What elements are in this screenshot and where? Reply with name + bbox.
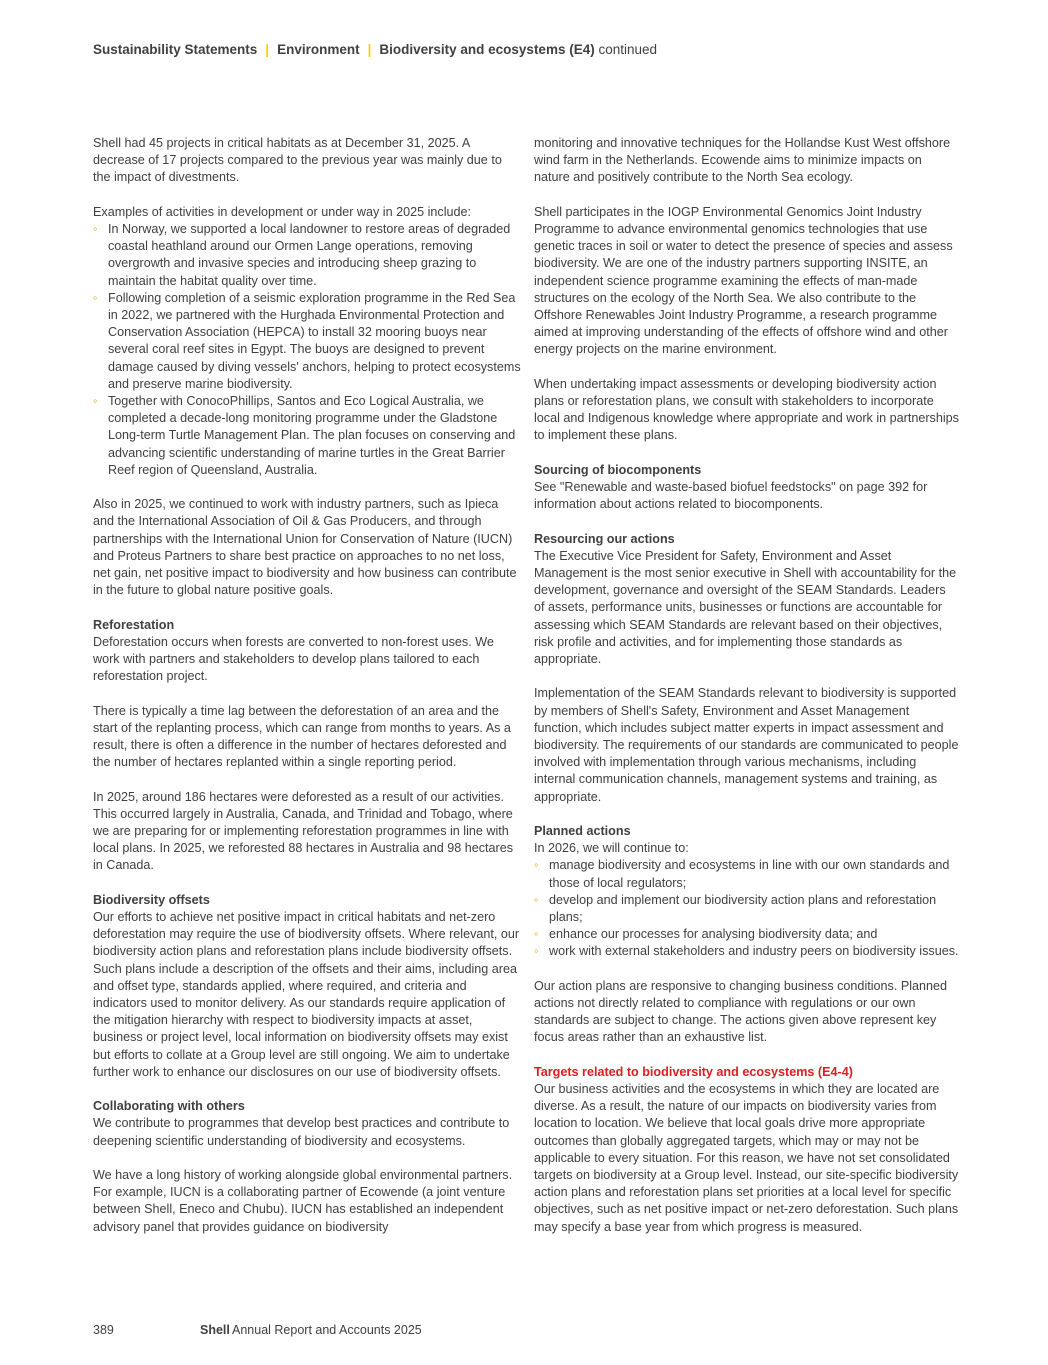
paragraph: In 2026, we will continue to: <box>534 841 689 856</box>
paragraph: Also in 2025, we continued to work with industry partners, such as Ipieca and the International Association of Oil & Gas Producers, and through partnerships with the International Union for Conservation of Nature (IUCN) and Proteus Partners to share best practice on approaches to no net loss, net gain, net positive impact to biodiversity and how business can contribute in the future to global nature positive goals. <box>93 497 517 598</box>
paragraph: Our action plans are responsive to changing business conditions. Planned actions not directly related to compliance with regulations or our own standards are subject to change. The actions given above represent key focus areas rather than an exhaustive list. <box>534 978 948 1045</box>
paragraph: See "Renewable and waste-based biofuel feedstocks" on page 392 for information about actions related to biocomponents. <box>534 480 928 512</box>
paragraph: In 2025, around 186 hectares were deforested as a result of our activities. This occurred largely in Australia, Canada, and Trinidad and Tobago, where we are preparing for or implementing reforestation programmes in line with local plans. In 2025, we reforested 88 hectares in Australia and 98 hectares in Canada. <box>93 789 514 873</box>
list-item: ◦ work with external stakeholders and industry peers on biodiversity issues. <box>534 943 959 960</box>
list-item: ◦ Following completion of a seismic exploration programme in the Red Sea in 2022, we partnered with the Hurghada Environmental Protection and Conservation Association (HEPCA) to install 32 mooring buoys near several coral reef sites in Egypt. The buoys are designed to prevent damage caused by diving vessels' anchors, helping to protect ecosystems and preserve marine biodiversity. <box>93 290 521 393</box>
section-heading-collaborating: Collaborating with others <box>93 1099 245 1114</box>
brand-name: Shell <box>200 1323 230 1337</box>
paragraph: Implementation of the SEAM Standards relevant to biodiversity is supported by members of Shell's Safety, Environment and Asset Management function, which includes subject matter experts in impact assessment and biodiversity. The requirements of our standards are communicated to people involved with implementation through various mechanisms, including internal communication channels, management systems and training, as appropriate. <box>534 686 959 804</box>
breadcrumb-separator: | <box>367 42 372 57</box>
list-item: ◦ Together with ConocoPhillips, Santos and Eco Logical Australia, we completed a decade-long monitoring programme under the Gladstone Long-term Turtle Management Plan. The plan focuses on conserving and advancing scientific understanding of marine turtles in the Great Barrier Reef region of Queensland, Australia. <box>93 393 521 479</box>
bullet-list <box>93 221 521 479</box>
paragraph: Shell participates in the IOGP Environmental Genomics Joint Industry Programme to advance environmental genomics technologies that use genetic traces in soil or water to detect the presence of species and assess biodiversity. We are one of the industry partners supporting INSITE, an independent science programme examining the effects of man-made structures on the ecology of the North Sea. We also contribute to the Offshore Renewables Joint Industry Programme, a research programme aimed at improving understanding of the effects of offshore wind and other energy projects on the marine environment. <box>534 204 953 357</box>
breadcrumb-separator: | <box>265 42 270 57</box>
section-heading-targets: Targets related to biodiversity and ecosystems (E4-4) <box>534 1064 853 1079</box>
left-column <box>93 135 521 1253</box>
breadcrumb-environment[interactable]: Environment <box>277 42 360 57</box>
list-item: ◦ manage biodiversity and ecosystems in line with our own standards and those of local regulators; <box>534 857 959 891</box>
paragraph: We have a long history of working alongside global environmental partners. For example, IUCN is a collaborating partner of Ecowende (a joint venture between Shell, Eneco and Chubu). IUCN has established an independent advisory panel that provides guidance on biodiversity <box>93 1168 513 1234</box>
paragraph: monitoring and innovative techniques for the Hollandse Kust West offshore wind farm in the Netherlands. Ecowende aims to minimize impacts on nature and positively contribute to the North Sea ecology. <box>534 136 951 185</box>
paragraph: Examples of activities in development or under way in 2025 include: <box>93 204 472 219</box>
list-item: ◦ enhance our processes for analysing biodiversity data; and <box>534 926 959 943</box>
paragraph: The Executive Vice President for Safety, Environment and Asset Management is the most senior executive in Shell with accountability for the development, governance and oversight of the SEAM Standards. Leaders of assets, performance units, businesses or functions are accountable for assessing which SEAM Standards are relevant based on their objectives, risk profile and activities, and for implementing those standards as appropriate. <box>534 548 957 667</box>
page-number: 389 <box>93 1323 114 1337</box>
section-heading-offsets: Biodiversity offsets <box>93 892 210 907</box>
section-heading-reforestation: Reforestation <box>93 617 175 632</box>
bullet-list <box>534 857 959 960</box>
paragraph: We contribute to programmes that develop best practices and contribute to deepening scientific understanding of biodiversity and ecosystems. <box>93 1116 510 1148</box>
paragraph: Our efforts to achieve net positive impact in critical habitats and net-zero deforestation may require the use of biodiversity offsets. Where relevant, our biodiversity action plans and reforestation plans include biodiversity offsets. Such plans include a description of the offsets and their aims, including area and offset type, standards applied, where required, and criteria and indicators used to monitor delivery. As our standards require application of the mitigation hierarchy with respect to biodiversity impacts at asset, business or project level, local information on biodiversity offsets may exist but efforts to collate at a Group level are still ongoing. We aim to undertake further work to enhance our disclosures on our use of biodiversity offsets. <box>93 910 520 1079</box>
section-heading-resourcing: Resourcing our actions <box>534 531 675 546</box>
footer <box>93 1323 422 1337</box>
paragraph: Shell had 45 projects in critical habitats as at December 31, 2025. A decrease of 17 projects compared to the previous year was mainly due to the impact of divestments. <box>93 136 502 185</box>
breadcrumb-sustainability[interactable]: Sustainability Statements <box>93 42 258 57</box>
report-title: Annual Report and Accounts 2025 <box>232 1323 422 1337</box>
paragraph: When undertaking impact assessments or developing biodiversity action plans or reforestation plans, we consult with stakeholders to incorporate local and Indigenous knowledge where appropriate and work in partnerships to implement these plans. <box>534 376 959 443</box>
breadcrumb-biodiversity[interactable]: Biodiversity and ecosystems (E4) <box>379 42 595 57</box>
paragraph: Our business activities and the ecosystems in which they are located are diverse. As a result, the nature of our impacts on biodiversity varies from location to location. We believe that local goals drive more appropriate outcomes than globally aggregated targets, which may or may not be applicable to every situation. For this reason, we have not set consolidated targets on biodiversity at a Group level. Instead, our site-specific biodiversity action plans and reforestation plans set priorities at a local level for specific objectives, such as net positive impact or net-zero deforestation. Such plans may specify a base year from which progress is measured. <box>534 1082 959 1234</box>
section-heading-planned: Planned actions <box>534 824 631 839</box>
list-item: ◦ In Norway, we supported a local landowner to restore areas of degraded coastal heathland around our Ormen Lange operations, removing overgrowth and invasive species and introducing sheep grazing to maintain the habitat quality over time. <box>93 221 521 290</box>
breadcrumb <box>93 42 657 57</box>
paragraph: There is typically a time lag between the deforestation of an area and the start of the replanting process, which can range from months to years. As a result, there is often a difference in the number of hectares deforested and the number of hectares replanted within a single reporting period. <box>93 703 511 770</box>
section-heading-sourcing: Sourcing of biocomponents <box>534 462 702 477</box>
paragraph: Deforestation occurs when forests are converted to non-forest uses. We work with partners and stakeholders to develop plans tailored to each reforestation project. <box>93 634 494 684</box>
breadcrumb-continued: continued <box>598 42 658 57</box>
list-item: ◦ develop and implement our biodiversity action plans and reforestation plans; <box>534 892 959 926</box>
right-column <box>534 135 959 1253</box>
